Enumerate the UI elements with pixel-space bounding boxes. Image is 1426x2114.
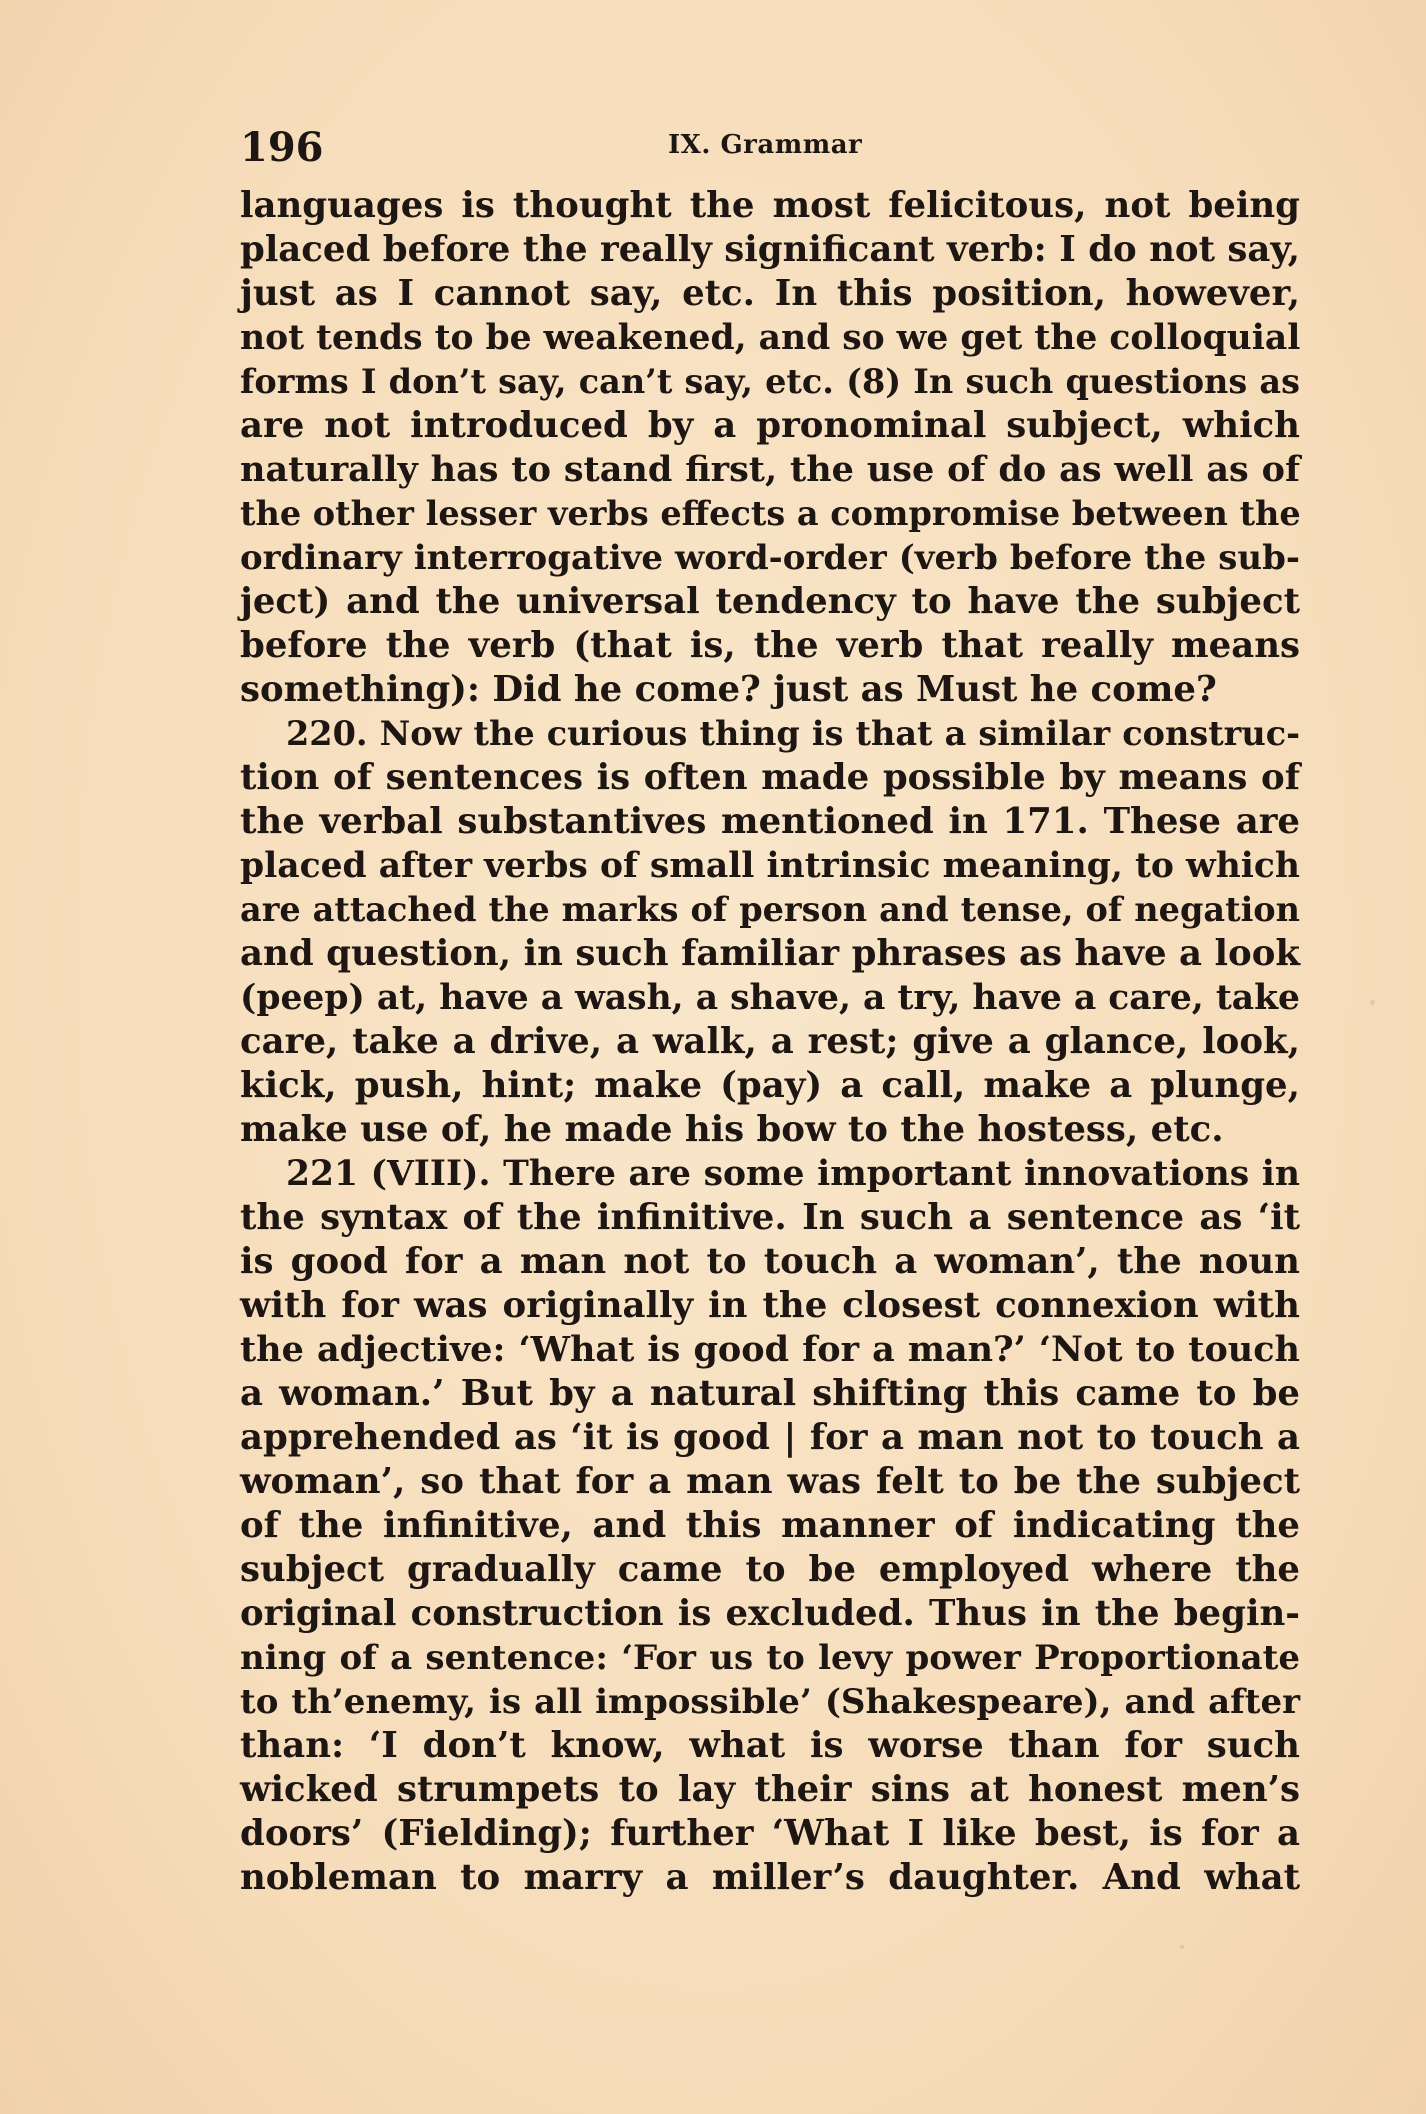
text-line: ject) and the universal tendency to have the subject — [240, 581, 1300, 622]
text-line: the verbal substantives mentioned in 171. These are — [240, 801, 1300, 842]
page-header — [240, 118, 1300, 178]
body-text — [240, 184, 1300, 1900]
book-page — [240, 118, 1300, 1900]
paragraph-start-220: 220. Now the curious thing is that a similar construc- — [286, 714, 1300, 753]
text-line: to th’enemy, is all impossible’ (Shakespeare), and after — [240, 1682, 1300, 1722]
text-line: ordinary interrogative word-order (verb before the sub- — [240, 538, 1300, 578]
text-line: the adjective: ‘What is good for a man?’ ‘Not to touch — [240, 1329, 1300, 1370]
text-line: (peep) at, have a wash, a shave, a try, have a care, take — [240, 978, 1300, 1018]
text-line: just as I cannot say, etc. In this position, however, — [240, 273, 1300, 314]
text-line: placed after verbs of small intrinsic meaning, to which — [240, 846, 1300, 886]
text-line: apprehended as ‘it is good | for a man not to touch a — [240, 1417, 1300, 1458]
text-line: care, take a drive, a walk, a rest; give a glance, look, — [240, 1021, 1300, 1062]
text-line: are not introduced by a pronominal subject, which — [240, 405, 1300, 446]
text-line: nobleman to marry a miller’s daughter. And what — [240, 1857, 1300, 1898]
text-line: not tends to be weakened, and so we get the colloquial — [240, 318, 1301, 358]
text-line: before the verb (that is, the verb that really means — [240, 625, 1300, 666]
text-line: a woman.’ But by a natural shifting this came to be — [240, 1373, 1300, 1414]
text-line: and question, in such familiar phrases as have a look — [240, 933, 1300, 974]
text-line: are attached the marks of person and tense, of negation — [240, 890, 1300, 929]
text-line: something): Did he come? just as Must he come? — [240, 669, 1217, 710]
paragraph-start-221: 221 (VIII). There are some important innovations in — [286, 1154, 1300, 1194]
page-number: 196 — [240, 124, 324, 171]
text-line: placed before the really significant verb: I do not say, — [240, 229, 1300, 270]
text-line: is good for a man not to touch a woman’, the noun — [240, 1241, 1300, 1282]
text-line: tion of sentences is often made possible by means of — [240, 757, 1300, 798]
text-line: languages is thought the most felicitous, not being — [240, 185, 1300, 226]
text-line: than: ‘I don’t know, what is worse than for such — [240, 1725, 1300, 1766]
running-head: IX. Grammar — [668, 130, 863, 160]
text-line: original construction is excluded. Thus in the begin- — [240, 1593, 1300, 1634]
text-line: forms I don’t say, can’t say, etc. (8) In such questions as — [240, 362, 1300, 401]
text-line: with for was originally in the closest connexion with — [240, 1285, 1300, 1326]
text-line: the syntax of the infinitive. In such a sentence as ‘it — [240, 1197, 1300, 1238]
text-line: woman’, so that for a man was felt to be the subject — [240, 1461, 1300, 1502]
text-line: the other lesser verbs effects a compromise between the — [240, 494, 1301, 533]
text-line: subject gradually came to be employed where the — [240, 1549, 1300, 1590]
text-line: make use of, he made his bow to the hostess, etc. — [240, 1109, 1224, 1150]
text-line: doors’ (Fielding); further ‘What I like best, is for a — [240, 1813, 1300, 1854]
text-line: of the infinitive, and this manner of indicating the — [240, 1505, 1300, 1546]
text-line: naturally has to stand first, the use of do as well as of — [240, 449, 1300, 490]
text-line: ning of a sentence: ‘For us to levy power Proportionate — [240, 1638, 1300, 1678]
text-line: kick, push, hint; make (pay) a call, make a plunge, — [240, 1065, 1300, 1106]
text-line: wicked strumpets to lay their sins at honest men’s — [240, 1769, 1300, 1810]
